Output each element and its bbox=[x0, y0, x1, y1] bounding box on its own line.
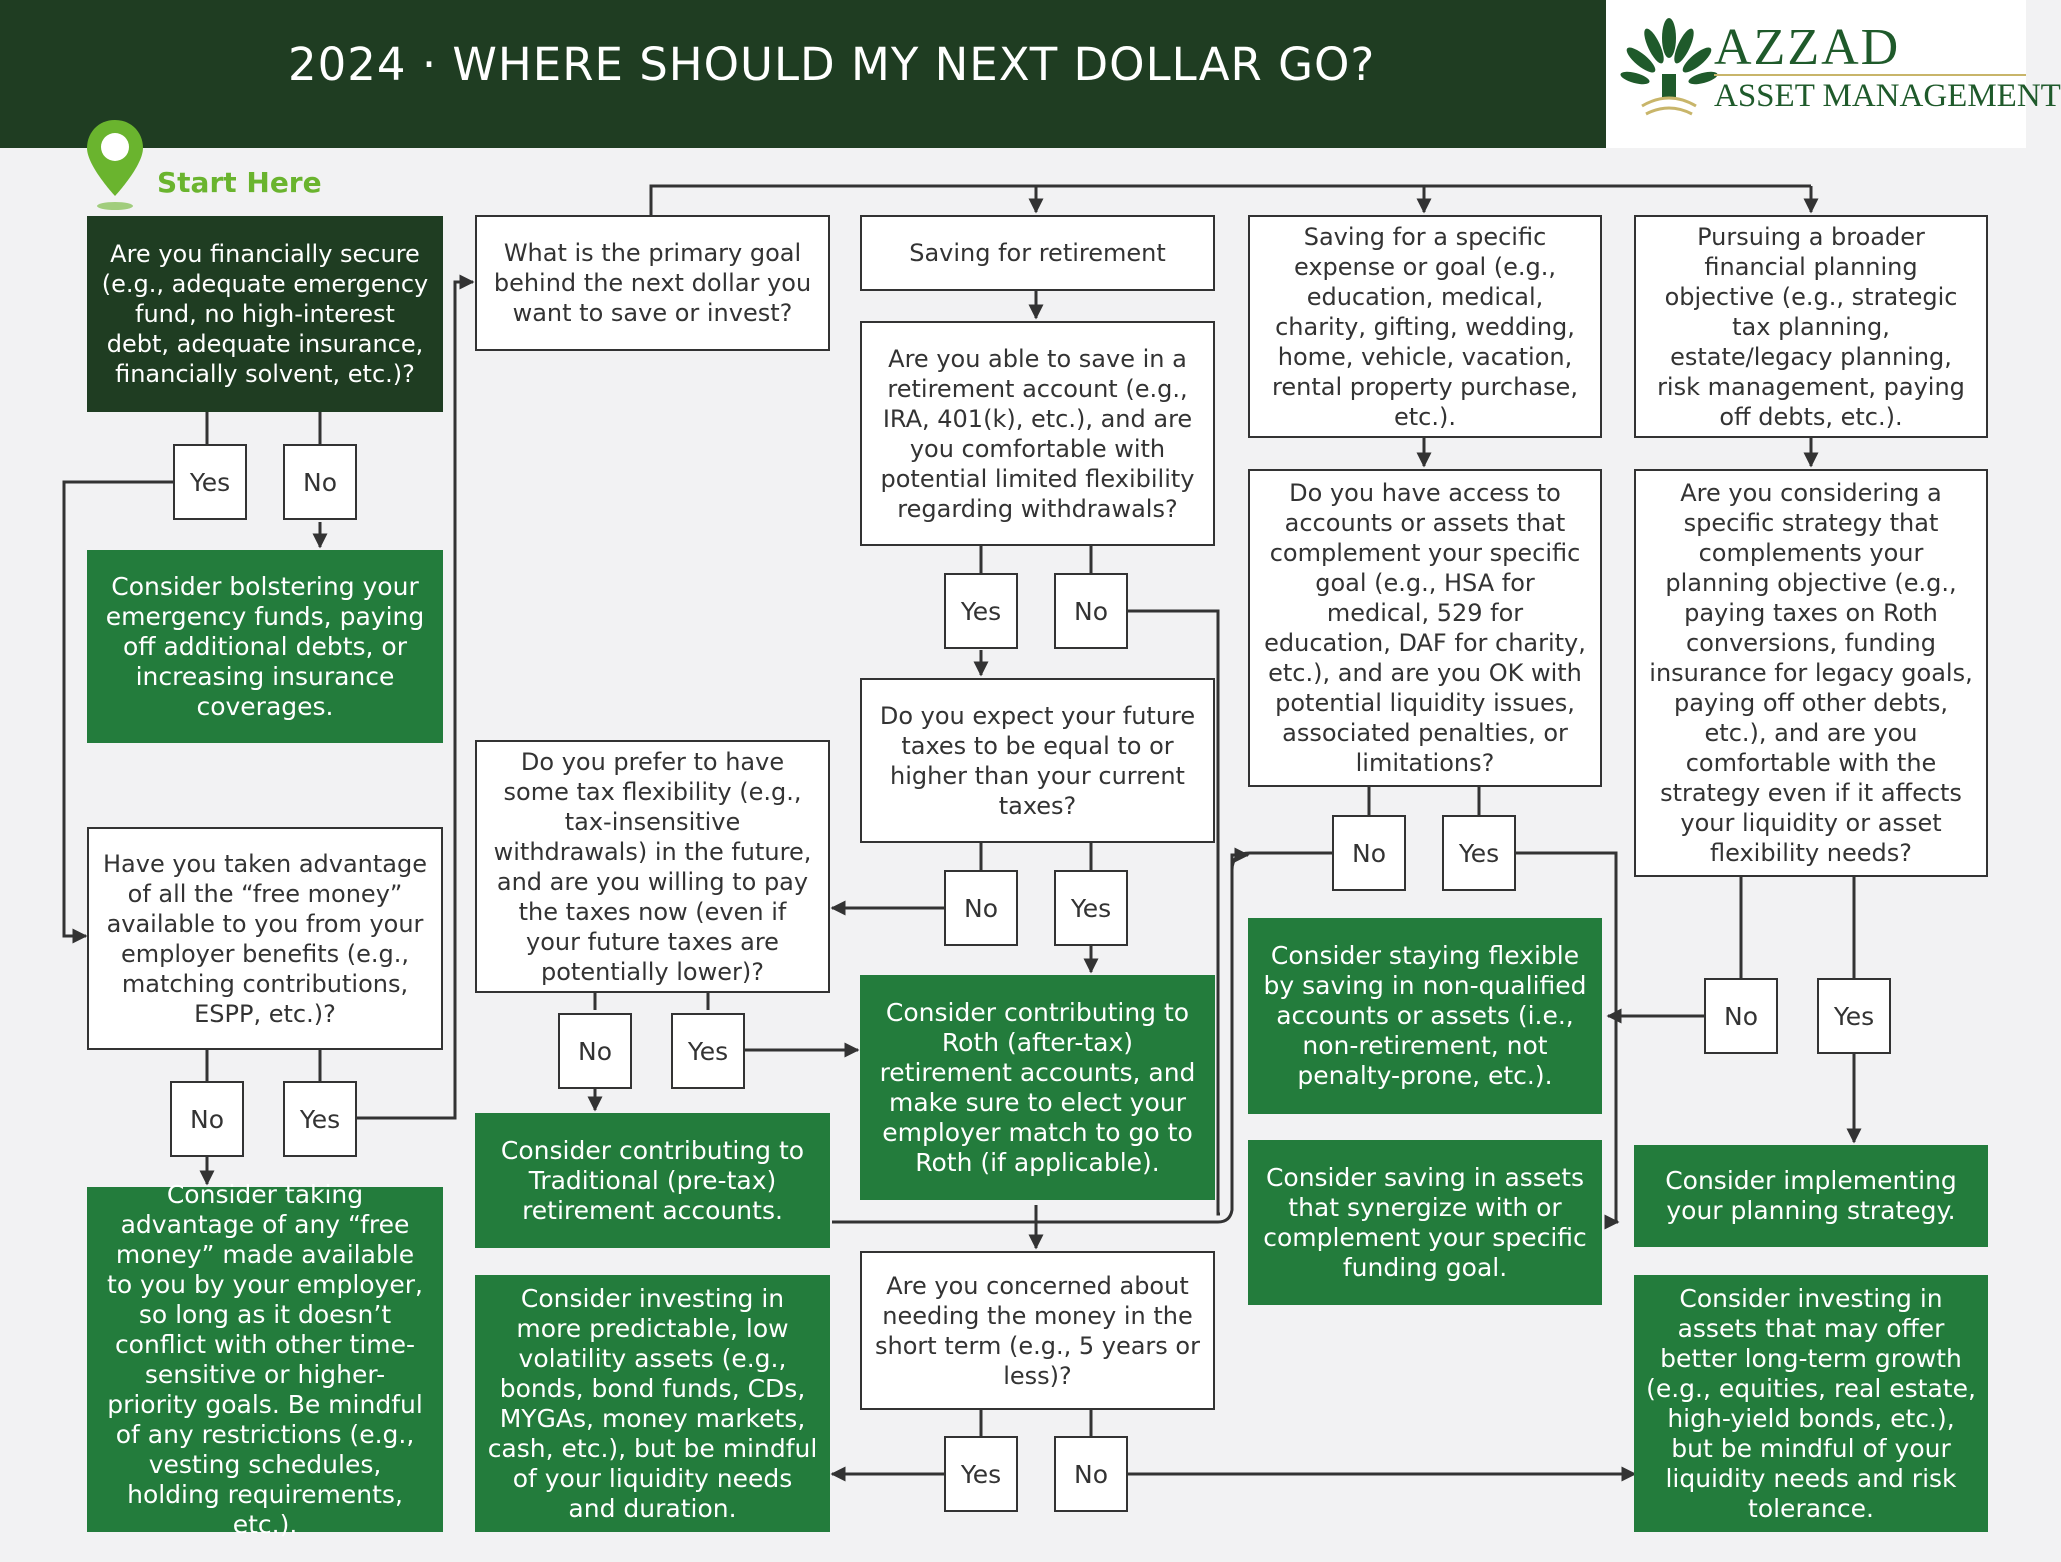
outcome-predictable-assets: Consider investing in more predictable, low volatility assets (e.g., bonds, bond funds, CDs, MYGAs, money markets, cash, etc.), but be mindful of your liquidity needs and duration. bbox=[475, 1275, 830, 1532]
question-tax-flexibility: Do you prefer to have some tax flexibility (e.g., tax-insensitive withdrawals) in the future, and are you willing to pay the taxes now (even if your future taxes are potentially lower)? bbox=[475, 740, 830, 993]
answer-free-money-yes: Yes bbox=[283, 1081, 357, 1157]
goal-specific-expense: Saving for a specific expense or goal (e.g., education, medical, charity, gifting, wedding, home, vehicle, vacation, rental property purchase, etc.). bbox=[1248, 215, 1602, 438]
answer-retire-acct-no: No bbox=[1054, 573, 1128, 649]
outcome-synergize-assets: Consider saving in assets that synergize with or complement your specific funding goal. bbox=[1248, 1140, 1602, 1305]
outcome-free-money: Consider taking advantage of any “free money” made available to you by your employer, so long as it doesn’t conflict with other time-sensitive or higher-priority goals. Be mindful of any restrictions (e.g., vesting schedules, holding requirements, etc.). bbox=[87, 1187, 443, 1532]
outcome-implement-strategy: Consider implementing your planning strategy. bbox=[1634, 1145, 1988, 1247]
answer-future-tax-yes: Yes bbox=[1054, 870, 1128, 946]
question-short-term: Are you concerned about needing the money in the short term (e.g., 5 years or less)? bbox=[860, 1251, 1215, 1410]
answer-retire-acct-yes: Yes bbox=[944, 573, 1018, 649]
question-financially-secure: Are you financially secure (e.g., adequate emergency fund, no high-interest debt, adequate insurance, financially solvent, etc.)? bbox=[87, 216, 443, 412]
answer-free-money-no: No bbox=[170, 1081, 244, 1157]
answer-short-term-yes: Yes bbox=[944, 1436, 1018, 1512]
answer-secure-yes: Yes bbox=[173, 444, 247, 520]
answer-strategy-no: No bbox=[1704, 978, 1778, 1054]
question-free-money: Have you taken advantage of all the “free money” available to you from your employer benefits (e.g., matching contributions, ESPP, etc.)? bbox=[87, 827, 443, 1050]
outcome-roth: Consider contributing to Roth (after-tax) retirement accounts, and make sure to elect your employer match to go to Roth (if applicable). bbox=[860, 975, 1215, 1200]
question-specific-strategy: Are you considering a specific strategy that complements your planning objective (e.g., paying taxes on Roth conversions, funding insurance for legacy goals, paying off other debts, etc.), and are you comfortable with the strategy even if it affects your liquidity or asset flexibility needs? bbox=[1634, 469, 1988, 877]
question-retirement-account: Are you able to save in a retirement account (e.g., IRA, 401(k), etc.), and are you comfortable with potential limited flexibility regarding withdrawals? bbox=[860, 321, 1215, 546]
question-primary-goal: What is the primary goal behind the next dollar you want to save or invest? bbox=[475, 215, 830, 351]
answer-secure-no: No bbox=[283, 444, 357, 520]
logo-name: AZZAD bbox=[1714, 19, 1901, 76]
goal-broader-planning: Pursuing a broader financial planning objective (e.g., strategic tax planning, estate/legacy planning, risk management, paying off debts, etc.). bbox=[1634, 215, 1988, 438]
question-future-taxes: Do you expect your future taxes to be equal to or higher than your current taxes? bbox=[860, 678, 1215, 843]
outcome-bolster-emergency: Consider bolstering your emergency funds, paying off additional debts, or increasing insurance coverages. bbox=[87, 550, 443, 743]
answer-short-term-no: No bbox=[1054, 1436, 1128, 1512]
goal-saving-retirement: Saving for retirement bbox=[860, 215, 1215, 291]
answer-tax-flex-no: No bbox=[558, 1013, 632, 1089]
start-here-label: Start Here bbox=[157, 166, 322, 199]
page-title: 2024 · WHERE SHOULD MY NEXT DOLLAR GO? bbox=[288, 38, 1376, 91]
outcome-traditional: Consider contributing to Traditional (pre-tax) retirement accounts. bbox=[475, 1113, 830, 1248]
answer-tax-flex-yes: Yes bbox=[671, 1013, 745, 1089]
outcome-long-term-growth: Consider investing in assets that may offer better long-term growth (e.g., equities, real estate, high-yield bonds, etc.), but be mindful of your liquidity needs and risk tolerance. bbox=[1634, 1275, 1988, 1532]
answer-access-no: No bbox=[1332, 815, 1406, 891]
answer-strategy-yes: Yes bbox=[1817, 978, 1891, 1054]
question-complementary-access: Do you have access to accounts or assets that complement your specific goal (e.g., HSA for medical, 529 for education, DAF for charity, etc.), and are you OK with potential liquidity issues, associated penalties, or limitations? bbox=[1248, 469, 1602, 787]
outcome-stay-flexible: Consider staying flexible by saving in non-qualified accounts or assets (i.e., non-retirement, not penalty-prone, etc.). bbox=[1248, 918, 1602, 1114]
logo-subtitle: ASSET MANAGEMENT bbox=[1714, 78, 2061, 114]
answer-future-tax-no: No bbox=[944, 870, 1018, 946]
answer-access-yes: Yes bbox=[1442, 815, 1516, 891]
